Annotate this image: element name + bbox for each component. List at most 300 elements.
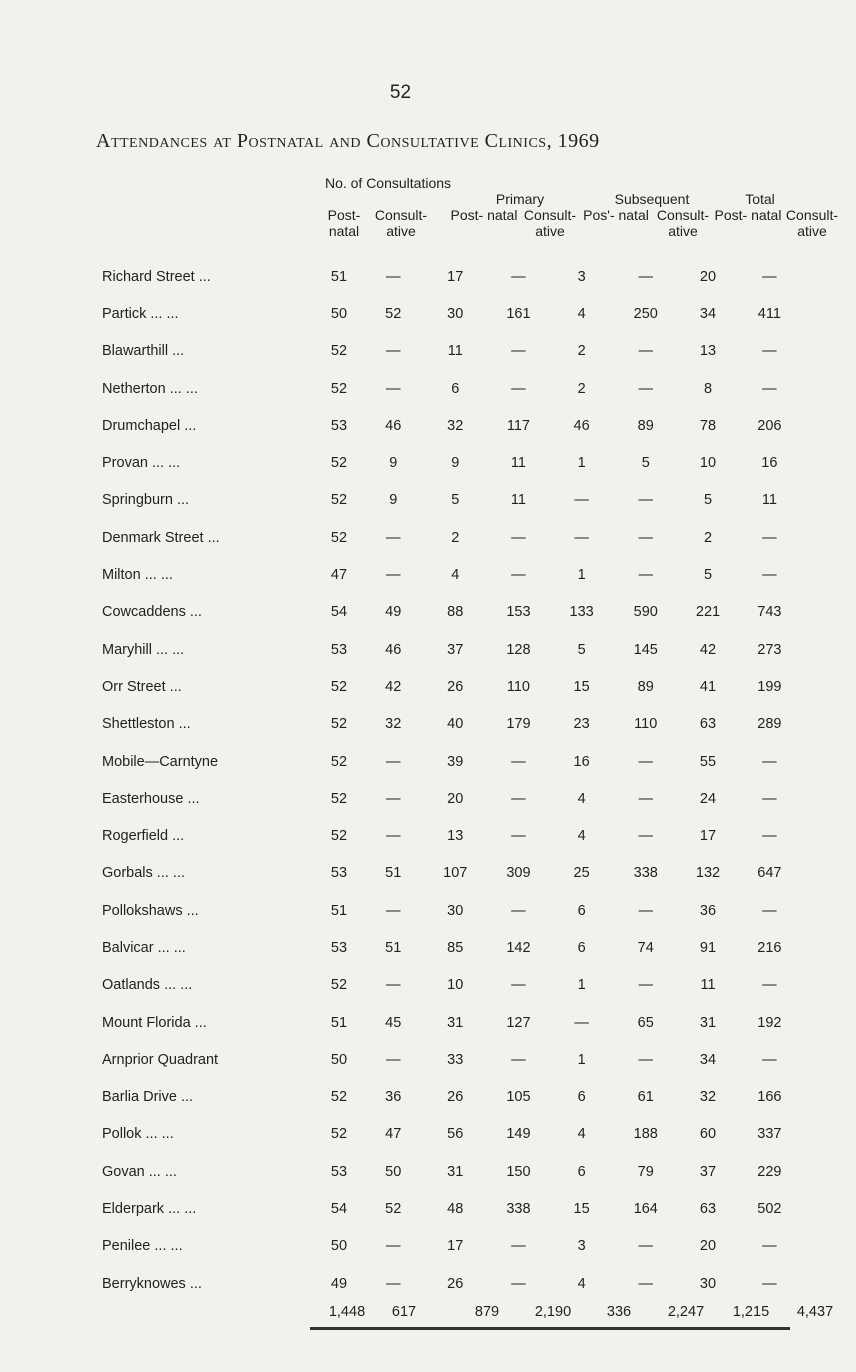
table-cell: 54 <box>330 1201 348 1218</box>
table-cell: 50 <box>385 1163 402 1180</box>
clinic-name: Oatlands ... ... <box>102 977 193 994</box>
table-row <box>102 258 801 295</box>
table-cell: 50 <box>330 1051 348 1068</box>
clinic-name: Partick ... ... <box>102 305 179 322</box>
total-cell: 2,190 <box>534 1304 572 1320</box>
table-cell: — <box>762 753 777 770</box>
table-cell: 2 <box>451 529 460 546</box>
table-cell: 63 <box>699 1201 717 1218</box>
table-row <box>102 556 801 593</box>
table-row <box>102 482 801 519</box>
table-cell: 4 <box>451 567 460 584</box>
table-cell: 338 <box>506 1201 531 1218</box>
table-cell: 51 <box>330 1014 348 1031</box>
clinic-name: Blawarthill ... <box>102 343 185 360</box>
clinic-name: Shettleston ... <box>102 716 191 733</box>
clinic-name: Balvicar ... ... <box>102 939 186 956</box>
table-cell: — <box>386 380 401 397</box>
table-cell: — <box>638 268 653 285</box>
table-cell: — <box>386 977 401 994</box>
table-cell: 45 <box>385 1014 402 1031</box>
table-cell: 54 <box>330 604 348 621</box>
header-subsequent: Subsequent <box>614 191 690 207</box>
table-cell: 6 <box>577 1163 586 1180</box>
clinic-name: Mount Florida ... <box>102 1014 207 1031</box>
table-cell: 11 <box>447 343 463 360</box>
table-cell: 6 <box>451 380 460 397</box>
table-cell: 13 <box>699 343 717 360</box>
table-cell: 164 <box>633 1201 658 1218</box>
table-row <box>102 295 801 332</box>
table-cell: — <box>386 1051 401 1068</box>
table-cell: 9 <box>389 455 398 472</box>
table-cell: 25 <box>573 865 590 882</box>
table-cell: 32 <box>385 716 402 733</box>
table-cell: 89 <box>637 417 654 434</box>
table-cell: — <box>762 268 777 285</box>
table-cell: 6 <box>577 939 586 956</box>
table-cell: 4 <box>577 828 586 845</box>
table-cell: 2 <box>703 529 713 546</box>
table-cell: 161 <box>506 305 531 322</box>
table-cell: — <box>762 977 777 994</box>
table-cell: 52 <box>330 1126 348 1143</box>
table-row <box>102 594 801 631</box>
table-cell: 2 <box>577 343 586 360</box>
table-cell: 145 <box>633 641 658 658</box>
table-cell: 55 <box>699 753 717 770</box>
table-row <box>102 706 801 743</box>
table-cell: 31 <box>447 1014 464 1031</box>
table-cell: — <box>511 902 526 919</box>
table-cell: 743 <box>757 604 782 621</box>
table-row <box>102 370 801 407</box>
table-cell: 52 <box>330 678 348 695</box>
table-cell: 63 <box>699 716 717 733</box>
table-row <box>102 1190 801 1227</box>
table-cell: 34 <box>699 305 717 322</box>
table-cell: 338 <box>633 865 658 882</box>
clinic-name: Mobile—Carntyne <box>102 753 219 770</box>
table-cell: 52 <box>330 828 348 845</box>
table-cell: 52 <box>385 1201 402 1218</box>
table-cell: 5 <box>451 492 460 509</box>
table-cell: — <box>511 343 526 360</box>
table-cell: 309 <box>506 865 531 882</box>
column-header: Post- natal <box>714 207 782 223</box>
table-cell: 273 <box>757 641 782 658</box>
table-cell: 20 <box>699 268 717 285</box>
table-row <box>102 631 801 668</box>
table-cell: — <box>762 790 777 807</box>
table-cell: — <box>762 1275 777 1292</box>
clinic-name: Springburn ... <box>102 492 190 509</box>
page-title: Attendances at Postnatal and Consultative Clinics, 1969 <box>96 130 600 152</box>
table-cell: 206 <box>757 417 782 434</box>
header-consultations: No. of Consultations <box>324 175 452 191</box>
table-cell: 110 <box>634 716 658 733</box>
table-cell: 52 <box>330 380 348 397</box>
table-cell: 647 <box>757 865 782 882</box>
clinic-name: Elderpark ... ... <box>102 1201 197 1218</box>
table-cell: — <box>638 1238 653 1255</box>
table-cell: 17 <box>699 828 717 845</box>
table-cell: — <box>762 1238 777 1255</box>
table-cell: 53 <box>330 865 348 882</box>
table-cell: 105 <box>506 1089 531 1106</box>
clinic-name: Cowcaddens ... <box>102 604 202 621</box>
table-row <box>102 1041 801 1078</box>
table-cell: — <box>638 492 653 509</box>
table-cell: 127 <box>506 1014 531 1031</box>
table-cell: — <box>762 1051 777 1068</box>
table-cell: — <box>511 828 526 845</box>
table-cell: — <box>638 529 653 546</box>
table-cell: 289 <box>757 716 782 733</box>
table-cell: — <box>511 1051 526 1068</box>
column-header: Pos'- natal <box>583 207 649 223</box>
clinic-name: Netherton ... ... <box>102 380 198 397</box>
clinic-name: Berryknowes ... <box>102 1275 202 1292</box>
page-number: 52 <box>389 82 412 103</box>
table-row <box>102 743 801 780</box>
table-cell: — <box>574 492 589 509</box>
table-cell: 53 <box>330 417 348 434</box>
table-cell: 2 <box>577 380 586 397</box>
clinic-name: Denmark Street ... <box>102 529 220 546</box>
table-cell: 47 <box>330 567 348 584</box>
table-cell: 53 <box>330 1163 348 1180</box>
table-cell: 40 <box>447 716 464 733</box>
column-header: Consult- ative <box>656 207 710 239</box>
table-cell: 49 <box>330 1275 348 1292</box>
table-cell: 46 <box>385 641 402 658</box>
table-cell: — <box>762 902 777 919</box>
table-cell: — <box>386 529 401 546</box>
table-cell: — <box>638 1051 653 1068</box>
table-cell: — <box>762 567 777 584</box>
table-row <box>102 1116 801 1153</box>
table-cell: — <box>638 790 653 807</box>
table-cell: 1 <box>577 567 586 584</box>
table-row <box>102 892 801 929</box>
table-cell: 39 <box>447 753 464 770</box>
column-header: Post- natal <box>450 207 518 223</box>
table-cell: 590 <box>633 604 658 621</box>
table-cell: 192 <box>757 1014 782 1031</box>
clinic-name: Arnprior Quadrant <box>102 1051 219 1068</box>
table-cell: 13 <box>447 828 464 845</box>
table-cell: — <box>638 828 653 845</box>
table-cell: 36 <box>385 1089 402 1106</box>
table-cell: 3 <box>577 1238 586 1255</box>
table-cell: 10 <box>447 977 464 994</box>
table-cell: 23 <box>573 716 590 733</box>
table-cell: 16 <box>761 455 778 472</box>
table-cell: — <box>511 790 526 807</box>
table-cell: 51 <box>330 902 348 919</box>
table-cell: 4 <box>577 790 586 807</box>
total-cell: 2,247 <box>667 1304 705 1320</box>
table-cell: 78 <box>699 417 717 434</box>
table-cell: 26 <box>447 1089 464 1106</box>
table-cell: 337 <box>757 1126 782 1143</box>
table-bottom-rule <box>310 1327 790 1330</box>
table-cell: 91 <box>699 939 717 956</box>
table-cell: 24 <box>699 790 717 807</box>
table-cell: 11 <box>700 977 716 994</box>
column-header: Consult- ative <box>374 207 428 239</box>
table-cell: 16 <box>573 753 590 770</box>
clinic-name: Maryhill ... ... <box>102 641 185 658</box>
table-cell: 166 <box>757 1089 782 1106</box>
table-cell: — <box>638 753 653 770</box>
table-cell: — <box>386 343 401 360</box>
table-cell: 15 <box>573 1201 590 1218</box>
table-cell: 30 <box>447 902 464 919</box>
table-cell: — <box>762 380 777 397</box>
table-cell: 37 <box>699 1163 717 1180</box>
table-cell: — <box>511 1275 526 1292</box>
table-row <box>102 407 801 444</box>
clinic-name: Pollokshaws ... <box>102 902 199 919</box>
table-cell: 31 <box>447 1163 464 1180</box>
table-cell: — <box>386 828 401 845</box>
table-cell: 20 <box>699 1238 717 1255</box>
table-cell: — <box>386 790 401 807</box>
table-cell: 50 <box>330 305 348 322</box>
table-cell: 51 <box>385 939 402 956</box>
table-cell: 46 <box>573 417 590 434</box>
table-cell: 153 <box>506 604 531 621</box>
table-cell: — <box>574 1014 589 1031</box>
total-cell: 4,437 <box>796 1304 834 1320</box>
clinic-name: Orr Street ... <box>102 678 182 695</box>
header-total: Total <box>745 191 775 207</box>
table-cell: 52 <box>330 529 348 546</box>
table-cell: 36 <box>699 902 717 919</box>
table-cell: 1 <box>577 455 586 472</box>
table-row <box>102 333 801 370</box>
table-row <box>102 1079 801 1116</box>
table-cell: — <box>574 529 589 546</box>
table-cell: 89 <box>637 678 654 695</box>
column-header: Consult- ative <box>523 207 577 239</box>
table-cell: 117 <box>506 417 530 434</box>
table-cell: 9 <box>451 455 460 472</box>
clinic-name: Provan ... ... <box>102 455 181 472</box>
table-cell: 52 <box>330 343 348 360</box>
clinic-name: Drumchapel ... <box>102 417 197 434</box>
table-cell: 46 <box>385 417 402 434</box>
table-cell: — <box>638 343 653 360</box>
table-cell: 133 <box>569 604 594 621</box>
total-cell: 879 <box>474 1304 500 1320</box>
header-primary: Primary <box>495 191 545 207</box>
clinic-name: Pollok ... ... <box>102 1126 174 1143</box>
table-cell: 51 <box>330 268 348 285</box>
table-row <box>102 967 801 1004</box>
table-cell: 60 <box>699 1126 717 1143</box>
table-cell: 52 <box>330 455 348 472</box>
table-cell: 37 <box>447 641 464 658</box>
table-cell: 1 <box>577 1051 586 1068</box>
total-cell: 617 <box>391 1304 417 1320</box>
table-row <box>102 1228 801 1265</box>
table-cell: 52 <box>330 977 348 994</box>
table-row <box>102 444 801 481</box>
clinic-name: Milton ... ... <box>102 567 173 584</box>
table-cell: 5 <box>703 567 713 584</box>
table-row <box>102 1153 801 1190</box>
table-cell: 4 <box>577 1275 586 1292</box>
table-cell: — <box>386 753 401 770</box>
table-cell: — <box>386 902 401 919</box>
table-row <box>102 668 801 705</box>
table-cell: 188 <box>633 1126 658 1143</box>
table-cell: 74 <box>637 939 654 956</box>
table-cell: 411 <box>757 305 781 322</box>
table-cell: 149 <box>506 1126 531 1143</box>
clinic-name: Barlia Drive ... <box>102 1089 194 1106</box>
table-cell: 150 <box>506 1163 531 1180</box>
table-cell: 32 <box>699 1089 717 1106</box>
clinic-name: Richard Street ... <box>102 268 211 285</box>
table-cell: 20 <box>447 790 464 807</box>
table-row <box>102 1265 801 1302</box>
table-cell: 110 <box>506 678 530 695</box>
table-cell: — <box>386 268 401 285</box>
table-cell: 17 <box>447 1238 464 1255</box>
table-cell: 52 <box>330 492 348 509</box>
total-cell: 1,215 <box>732 1304 770 1320</box>
column-header: Post- natal <box>327 207 361 239</box>
table-cell: 79 <box>637 1163 654 1180</box>
table-cell: — <box>511 753 526 770</box>
table-cell: 47 <box>385 1126 402 1143</box>
table-cell: — <box>511 529 526 546</box>
table-cell: — <box>638 902 653 919</box>
table-row <box>102 1004 801 1041</box>
table-cell: 30 <box>447 305 464 322</box>
table-cell: 250 <box>633 305 658 322</box>
table-cell: 132 <box>695 865 721 882</box>
table-cell: 11 <box>510 455 526 472</box>
table-cell: 3 <box>577 268 586 285</box>
attendance-table <box>102 258 801 1302</box>
table-cell: 502 <box>757 1201 782 1218</box>
table-cell: 49 <box>385 604 402 621</box>
table-cell: 61 <box>637 1089 654 1106</box>
table-cell: 199 <box>757 678 782 695</box>
table-cell: 11 <box>761 492 777 509</box>
table-cell: 53 <box>330 939 348 956</box>
table-cell: 42 <box>699 641 717 658</box>
table-cell: 53 <box>330 641 348 658</box>
table-row <box>102 929 801 966</box>
table-cell: 52 <box>330 1089 348 1106</box>
total-cell: 336 <box>606 1304 632 1320</box>
table-cell: 8 <box>703 380 713 397</box>
table-cell: 6 <box>577 902 586 919</box>
clinic-name: Rogerfield ... <box>102 828 185 845</box>
table-cell: — <box>638 1275 653 1292</box>
table-cell: 179 <box>506 716 531 733</box>
table-cell: 85 <box>447 939 464 956</box>
table-cell: 128 <box>506 641 531 658</box>
table-cell: 5 <box>641 455 650 472</box>
table-cell: 216 <box>757 939 782 956</box>
table-cell: 26 <box>447 678 464 695</box>
table-cell: 15 <box>573 678 590 695</box>
table-cell: 42 <box>385 678 402 695</box>
table-cell: 48 <box>447 1201 464 1218</box>
table-cell: 17 <box>447 268 464 285</box>
table-cell: — <box>511 1238 526 1255</box>
table-cell: 5 <box>703 492 713 509</box>
table-row <box>102 855 801 892</box>
table-cell: 31 <box>699 1014 717 1031</box>
table-cell: 33 <box>447 1051 464 1068</box>
table-cell: — <box>762 828 777 845</box>
table-cell: 5 <box>577 641 586 658</box>
table-cell: 65 <box>637 1014 654 1031</box>
table-cell: 142 <box>506 939 531 956</box>
table-cell: — <box>386 1275 401 1292</box>
table-cell: — <box>638 380 653 397</box>
table-cell: 221 <box>695 604 721 621</box>
table-cell: — <box>638 567 653 584</box>
table-cell: 6 <box>577 1089 586 1106</box>
table-cell: — <box>386 1238 401 1255</box>
table-cell: 4 <box>577 1126 586 1143</box>
table-cell: — <box>762 529 777 546</box>
table-cell: 88 <box>447 604 464 621</box>
table-cell: — <box>762 343 777 360</box>
table-cell: 34 <box>699 1051 717 1068</box>
table-cell: — <box>638 977 653 994</box>
table-cell: — <box>511 567 526 584</box>
table-row <box>102 519 801 556</box>
table-cell: 107 <box>443 865 468 882</box>
table-cell: 52 <box>385 305 402 322</box>
table-cell: 51 <box>385 865 402 882</box>
table-cell: 41 <box>699 678 717 695</box>
table-cell: 30 <box>699 1275 717 1292</box>
table-cell: 56 <box>447 1126 464 1143</box>
clinic-name: Penilee ... ... <box>102 1238 183 1255</box>
table-cell: 52 <box>330 716 348 733</box>
clinic-name: Gorbals ... ... <box>102 865 185 882</box>
table-cell: 10 <box>699 455 717 472</box>
table-cell: — <box>511 380 526 397</box>
column-header: Consult- ative <box>785 207 839 239</box>
table-cell: 26 <box>447 1275 464 1292</box>
table-cell: 52 <box>330 753 348 770</box>
table-cell: — <box>386 567 401 584</box>
table-cell: — <box>511 268 526 285</box>
table-row <box>102 780 801 817</box>
table-cell: 4 <box>577 305 586 322</box>
total-cell: 1,448 <box>328 1304 366 1320</box>
table-cell: 229 <box>757 1163 782 1180</box>
table-cell: 52 <box>330 790 348 807</box>
table-cell: — <box>511 977 526 994</box>
table-cell: 1 <box>577 977 586 994</box>
table-row <box>102 817 801 854</box>
table-cell: 32 <box>447 417 464 434</box>
table-cell: 11 <box>510 492 526 509</box>
